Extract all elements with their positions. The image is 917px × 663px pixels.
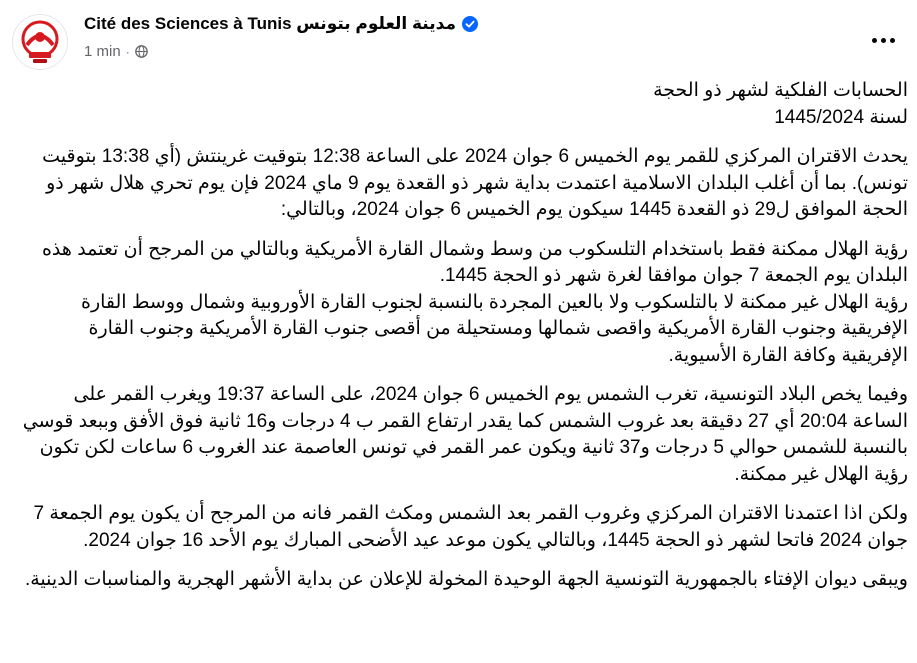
post-timestamp[interactable]: 1 min [84, 43, 121, 60]
post-paragraph [20, 237, 908, 370]
post-paragraph [20, 567, 908, 594]
post-meta [84, 43, 148, 60]
post-paragraph [20, 382, 908, 488]
page-name[interactable]: Cité des Sciences à Tunis مدينة العلوم بتونس [84, 14, 456, 33]
separator-dot: · [125, 44, 130, 59]
post-line: رؤية الهلال غير ممكنة لا بالتلسكوب ولا بالعين المجردة بالنسبة لجنوب القارة الأوروبية وشمال ووسط القارة الإفريقية وجنوب القارة الأمريكية واقصى شمالها ومستحيلة من أقصى جنوب القارة الأمريكية وجنوب القارة الإفريقية وكافة القارة الأسيوية. [80, 291, 908, 366]
post-text [20, 78, 908, 607]
post-line: ويبقى ديوان الإفتاء بالجمهورية التونسية الجهة الوحيدة المخولة للإعلان عن بداية الأشهر الهجرية والمناسبات الدينية. [24, 569, 908, 590]
post-line: يحدث الاقتران المركزي للقمر يوم الخميس 6 جوان 2024 على الساعة 12:38 بتوقيت غرينتش (أي 13:38 بتوقيت تونس). بما أن أغلب البلدان الاسلامية اعتمدت بداية شهر ذو القعدة يوم 9 ماي 2024 فإن يوم تحري هلال شهر ذو الحجة الموافق ل29 ذو القعدة 1445 سيكون يوم الخميس 6 جوان 2024، وبالتالي: [42, 146, 908, 220]
post-paragraph [20, 144, 908, 224]
avatar[interactable] [12, 14, 68, 70]
post-line: ولكن اذا اعتمدنا الاقتران المركزي وغروب القمر بعد الشمس ومكث القمر فانه من المرجح أن يكون يوم الجمعة 7 جوان 2024 فاتحا لشهر ذو الحجة 1445، وبالتالي يكون موعد عيد الأضحى المبارك يوم الأحد 16 جوان 2024. [33, 503, 908, 551]
post-line: لسنة 1445/2024 [774, 106, 908, 128]
cite-des-sciences-logo-icon [13, 15, 67, 69]
more-dot [872, 38, 877, 43]
post-line: الحسابات الفلكية لشهر ذو الحجة [653, 80, 908, 101]
more-dot [890, 38, 895, 43]
post-header [0, 0, 917, 72]
post-paragraph [20, 501, 908, 554]
verified-badge-icon [462, 16, 478, 32]
more-options-button[interactable] [865, 22, 901, 58]
more-dot [881, 38, 886, 43]
post-paragraph [20, 78, 908, 131]
globe-icon[interactable] [135, 45, 148, 58]
post-line: وفيما يخص البلاد التونسية، تغرب الشمس يوم الخميس 6 جوان 2024، على الساعة 19:37 ويغرب القمر على الساعة 20:04 أي 27 دقيقة بعد غروب الشمس كما يقدر ارتفاع القمر ب 4 درجات و16 ثانية فوق الأفق وببعد قوسي بالنسبة للشمس حوالي 5 درجات و37 ثانية ويكون عمر القمر في تونس العاصمة عند الغروب 6 ساعات لكن تكون رؤية الهلال غير ممكنة. [22, 384, 908, 485]
post-line: رؤية الهلال ممكنة فقط باستخدام التلسكوب من وسط وشمال القارة الأمريكية وبالتالي من المرجح أن تعتمد هذه البلدان يوم الجمعة 7 جوان موافقا لغرة شهر ذو الحجة 1445. [41, 238, 908, 286]
